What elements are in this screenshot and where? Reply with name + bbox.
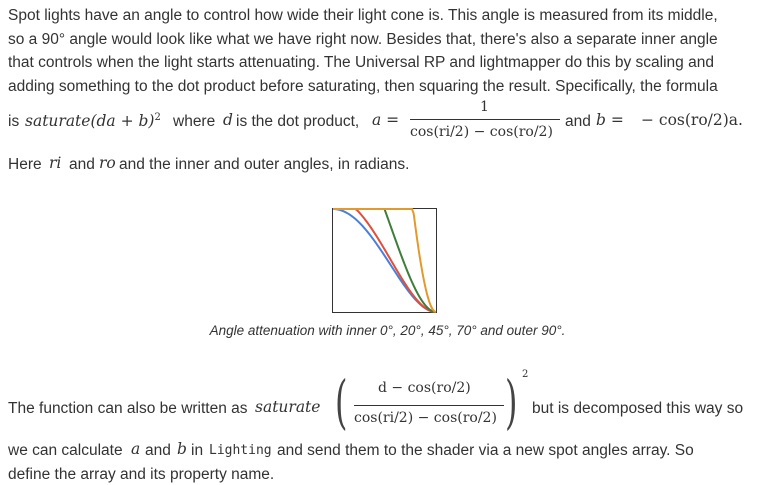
fraction-numerator: 1 bbox=[480, 99, 489, 115]
paren-right: ) bbox=[505, 368, 518, 436]
text-line: that controls when the light starts attenuating. The Universal RP and lightmapper do this by scaling and bbox=[8, 54, 714, 71]
text-and: and bbox=[69, 156, 95, 173]
formula-saturate bbox=[25, 113, 161, 130]
decomposed-denominator: cos(ri/2) − cos(ro/2) bbox=[354, 410, 497, 426]
code-lighting: Lighting bbox=[209, 443, 272, 458]
text-is: is bbox=[8, 113, 20, 130]
saturate-expression: saturate(da + b) bbox=[25, 112, 155, 131]
text-define-array: define the array and its property name. bbox=[8, 466, 275, 483]
b-equals: b = bbox=[596, 111, 624, 129]
paragraph-spot-angle bbox=[8, 4, 768, 98]
variable-ro: ro bbox=[99, 154, 116, 172]
denominator-text: cos(ri/2) − cos(ro/2) bbox=[410, 124, 553, 140]
text-here: Here bbox=[8, 156, 42, 173]
a-equals: a = bbox=[372, 111, 400, 129]
figure-caption: Angle attenuation with inner 0°, 20°, 45°, 70° and outer 90°. bbox=[209, 323, 566, 338]
text-line: Spot lights have an angle to control how wide their light cone is. This angle is measured from its middle, bbox=[8, 7, 718, 24]
text-line: so a 90° angle would look like what we have right now. Besides that, there's also a separate inner angle bbox=[8, 30, 718, 48]
fraction-bar bbox=[410, 119, 560, 120]
decomposed-fraction-bar bbox=[354, 405, 504, 406]
text-radians: and the inner and outer angles, in radians. bbox=[119, 156, 410, 173]
decomposed-numerator: d − cos(ro/2) bbox=[378, 380, 471, 396]
text-calculate: we can calculate bbox=[8, 442, 123, 459]
text-where: where bbox=[173, 113, 216, 130]
fraction-denominator bbox=[410, 125, 553, 139]
text-dot-product: is the dot product, bbox=[236, 113, 360, 130]
exponent: 2 bbox=[154, 112, 161, 123]
b-expression: − cos(ro/2)a. bbox=[641, 111, 743, 129]
variable-a: a bbox=[131, 440, 141, 458]
text-function-written: The function can also be written as bbox=[8, 400, 248, 417]
variable-d: d bbox=[223, 111, 233, 129]
decomposed-exponent: 2 bbox=[522, 369, 529, 380]
variable-ri: ri bbox=[49, 154, 62, 172]
text-send-shader: and send them to the shader via a new spot angles array. So bbox=[277, 442, 694, 459]
text-line: adding something to the dot product before saturating, then squaring the result. Specifically, the formula bbox=[8, 77, 718, 95]
text-and: and bbox=[145, 442, 171, 459]
text-and: and bbox=[565, 113, 591, 130]
paren-left: ( bbox=[335, 368, 348, 436]
attenuation-graph bbox=[332, 208, 437, 313]
text-decomposed: but is decomposed this way so bbox=[532, 400, 744, 417]
text-in: in bbox=[191, 442, 204, 459]
variable-b: b bbox=[177, 440, 187, 458]
formula-saturate-word: saturate bbox=[255, 398, 321, 416]
